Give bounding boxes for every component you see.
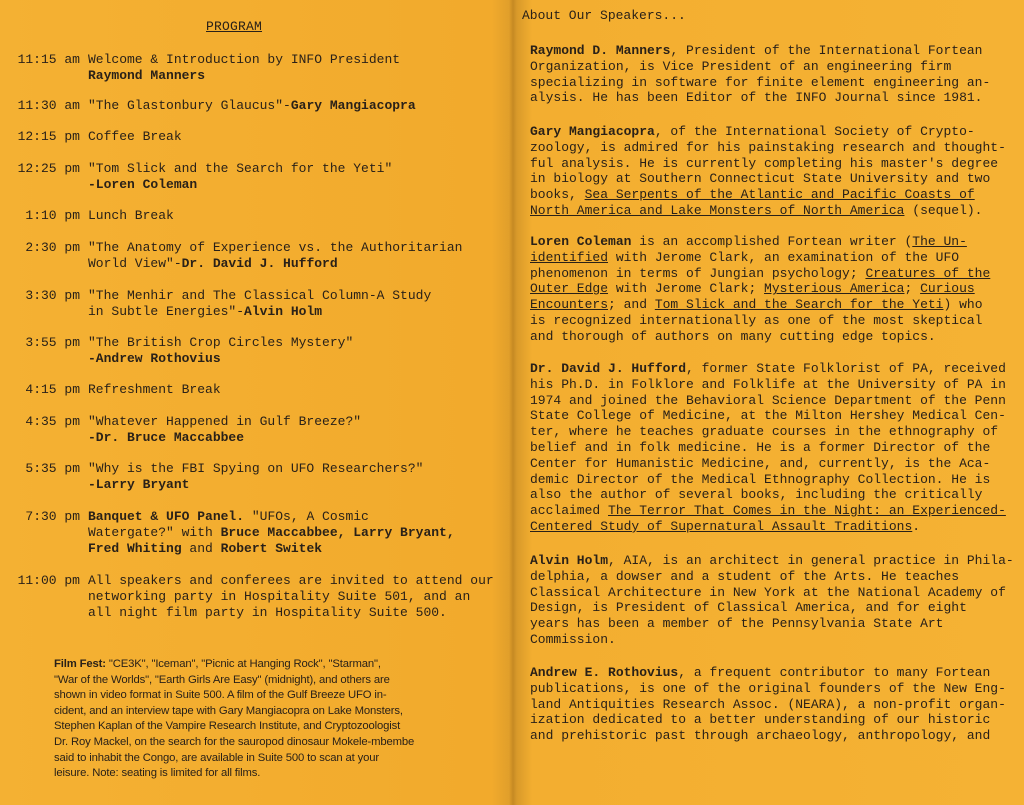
bio-text: acclaimed	[530, 503, 609, 519]
bio-text: alysis. He has been Editor of the INFO Journal since 1981.	[530, 90, 983, 106]
entry-text: all night film party in Hospitality Suite 500.	[88, 605, 447, 620]
entry-speaker: Alvin Holm	[244, 304, 323, 319]
bio-text: , of the International Society of Crypto-	[654, 124, 975, 139]
entry-title: "The Glastonbury Glaucus"-	[88, 98, 291, 113]
entry-time: 12:15 pm	[17, 129, 80, 144]
speakers-page	[520, 0, 1020, 805]
bio-text: ; and	[608, 297, 655, 313]
entry-title-cont: World View"-	[88, 256, 182, 271]
bio-text: .	[912, 518, 921, 534]
entry-title: "The Anatomy of Experience vs. the Authoritarian	[88, 240, 463, 255]
bio-text: is an accomplished Fortean writer (	[631, 234, 913, 249]
entry-title: Welcome & Introduction by INFO President	[88, 52, 401, 67]
entry-title-cont: in Subtle Energies"-	[88, 304, 245, 319]
bio-text: ization dedicated to a better understanding of our historic	[530, 712, 991, 728]
bio-text: books,	[530, 187, 585, 203]
book-title: Encounters	[530, 297, 609, 313]
entry-time: 5:35 pm	[25, 461, 80, 476]
bio-text: delphia, a dowser and a student of the Arts. He teaches	[530, 568, 960, 584]
bio-text: also the author of several books, including the critically	[530, 487, 983, 503]
speaker-bio-manners	[530, 43, 1020, 106]
entry-title-cont: Watergate?" with	[88, 525, 221, 540]
bio-text: , former State Folklorist of PA, received	[686, 361, 1006, 376]
bio-text: years has been a member of the Pennsylvania State Art	[530, 616, 944, 632]
speaker-bio-mangiacopra	[530, 124, 1020, 219]
entry-time: 2:30 pm	[25, 240, 80, 255]
bio-text: in biology at Southern Connecticut State University and two	[530, 171, 991, 187]
entry-title: "Why is the FBI Spying on UFO Researchers?"	[88, 461, 424, 476]
book-title: North America and Lake Monsters of North America	[530, 202, 905, 218]
bio-text: (sequel).	[904, 202, 983, 218]
entry-title: Banquet & UFO Panel.	[88, 509, 245, 524]
entry-title: Coffee Break	[88, 129, 182, 144]
bio-text: , President of the International Fortean	[670, 43, 983, 58]
bio-text: Classical Architecture in New York at the National Academy of	[530, 584, 1006, 600]
speaker-bio-coleman	[530, 234, 1020, 345]
book-title: Curious	[920, 281, 975, 297]
film-fest-label: Film Fest:	[54, 658, 106, 670]
entry-text: networking party in Hospitality Suite 501, and an	[88, 589, 471, 604]
book-title: Tom Slick and the Search for the Yeti	[654, 297, 944, 313]
bio-text: ter, where he teaches graduate courses in the ethnography of	[530, 424, 999, 440]
book-title: The Terror That Comes in the Night: an Experienced-	[608, 503, 1006, 519]
film-fest-text: Dr. Roy Mackel, on the search for the sauropod dinosaur Mokele-mbembe	[54, 735, 415, 748]
entry-speaker: Fred Whiting	[88, 541, 182, 556]
entry-time: 4:35 pm	[25, 414, 80, 429]
entry-time: 1:10 pm	[25, 208, 80, 223]
entry-time: 11:15 am	[17, 52, 80, 67]
bio-text: with Jerome Clark;	[608, 281, 765, 297]
speakers-title: About Our Speakers...	[522, 8, 686, 23]
bio-text: ful analysis. He is currently completing his master's degree	[530, 155, 999, 171]
speaker-name: Raymond D. Manners	[530, 43, 671, 58]
bio-text: with Jerome Clark, an examination of the UFO	[608, 249, 960, 265]
speaker-bio-hufford	[530, 361, 1020, 535]
speaker-name: Loren Coleman	[530, 234, 632, 249]
entry-speaker: -Andrew Rothovius	[88, 351, 221, 366]
bio-text: demic Director of the Medical Ethnography Collection. He is	[530, 471, 991, 487]
film-fest-text: "War of the Worlds", "Earth Girls Are Easy" (midnight), and others are	[54, 673, 390, 686]
page-fold	[509, 0, 517, 805]
bio-text: State College of Medicine, at the Milton Hershey Medical Cen-	[530, 408, 1006, 424]
bio-text: 1974 and joined the Behavioral Science Department of the Penn	[530, 392, 1006, 408]
bio-text: Center for Humanistic Medicine, and, currently, is the Aca-	[530, 455, 991, 471]
bio-text: phenomenon in terms of Jungian psychology;	[530, 265, 866, 281]
entry-speaker: Robert Switek	[220, 541, 323, 556]
entry-time: 4:15 pm	[25, 382, 80, 397]
bio-text: is recognized internationally as one of the most skeptical	[530, 312, 983, 328]
entry-time: 3:55 pm	[25, 335, 80, 350]
entry-conjunction: and	[181, 541, 221, 556]
film-fest-notice	[54, 657, 500, 782]
bio-text: Design, is President of Classical America, and for eight	[530, 600, 967, 616]
film-fest-text: "CE3K", "Iceman", "Picnic at Hanging Rock", "Starman",	[105, 658, 381, 670]
bio-text: ;	[904, 281, 921, 297]
bio-text: Commission.	[530, 631, 616, 647]
entry-speaker: Bruce Maccabbee, Larry Bryant,	[220, 525, 455, 540]
bio-text: and prehistoric past through archaeology, anthropology, and	[530, 728, 991, 744]
entry-title: "Whatever Happened in Gulf Breeze?"	[88, 414, 362, 429]
entry-title-cont: "UFOs, A Cosmic	[251, 509, 369, 524]
entry-time: 7:30 pm	[25, 509, 80, 524]
bio-text: his Ph.D. in Folklore and Folklife at the University of PA in	[530, 376, 1006, 392]
entry-text: All speakers and conferees are invited to attend our	[88, 573, 494, 588]
entry-speaker: -Larry Bryant	[88, 477, 190, 492]
bio-text: belief and in folk medicine. He is a former Director of the	[530, 439, 991, 455]
film-fest-text: said to inhabit the Congo, are available in Suite 500 to scan at your	[54, 751, 380, 764]
speaker-name: Andrew E. Rothovius	[530, 665, 679, 680]
book-title: Outer Edge	[530, 281, 609, 297]
speaker-name: Alvin Holm	[530, 553, 609, 568]
program-title: PROGRAM	[206, 19, 263, 34]
bio-text: land Antiquities Research Assoc. (NEARA), a non-profit organ-	[530, 696, 1006, 712]
entry-speaker: Raymond Manners	[88, 68, 206, 83]
book-title: The Un-	[912, 234, 967, 249]
book-title: Creatures of the	[865, 265, 991, 281]
entry-speaker: -Dr. Bruce Maccabbee	[88, 430, 245, 445]
program-page	[0, 0, 505, 805]
entry-title: Refreshment Break	[88, 382, 221, 397]
entry-title: "The British Crop Circles Mystery"	[88, 335, 354, 350]
bio-text: and thorough of authors on many cutting edge topics.	[530, 328, 936, 344]
book-title: Sea Serpents of the Atlantic and Pacific Coasts of	[584, 187, 975, 203]
entry-title: "Tom Slick and the Search for the Yeti"	[88, 161, 393, 176]
speaker-name: Dr. David J. Hufford	[530, 361, 687, 376]
bio-text: , a frequent contributor to many Fortean	[678, 665, 991, 680]
entry-speaker: Gary Mangiacopra	[290, 98, 416, 113]
speaker-name: Gary Mangiacopra	[530, 124, 655, 139]
speaker-bio-holm	[530, 553, 1020, 648]
entry-time: 11:30 am	[17, 98, 80, 113]
speaker-bio-rothovius	[530, 665, 1020, 744]
book-title: Centered Study of Supernatural Assault Traditions	[530, 518, 913, 534]
bio-text: specializing in software for finite element engineering an-	[530, 74, 991, 90]
film-fest-text: shown in video format in Suite 500. A film of the Gulf Breeze UFO in-	[54, 689, 387, 702]
entry-time: 11:00 pm	[17, 573, 80, 588]
entry-title: Lunch Break	[88, 208, 174, 223]
film-fest-text: Stephen Kaplan of the Vampire Research Institute, and Cryptozoologist	[54, 720, 401, 733]
bio-text: Organization, is Vice President of an engineering firm	[530, 58, 952, 74]
book-title: identified	[530, 249, 609, 265]
entry-time: 12:25 pm	[17, 161, 80, 176]
bio-text: zoology, is admired for his painstaking research and thought-	[530, 139, 1006, 155]
bio-text: , AIA, is an architect in general practice in Phila-	[608, 553, 1014, 568]
entry-title: "The Menhir and The Classical Column-A Study	[88, 288, 432, 303]
bio-text: ) who	[943, 297, 983, 313]
film-fest-text: leisure. Note: seating is limited for all films.	[54, 767, 261, 780]
film-fest-text: cident, and an interview tape with Gary Mangiacopra on Lake Monsters,	[54, 704, 403, 717]
entry-speaker: Dr. David J. Hufford	[181, 256, 338, 271]
bio-text: publications, is one of the original founders of the New Eng-	[530, 680, 1006, 696]
entry-time: 3:30 pm	[25, 288, 80, 303]
entry-speaker: -Loren Coleman	[88, 177, 198, 192]
book-title: Mysterious America	[764, 281, 905, 297]
